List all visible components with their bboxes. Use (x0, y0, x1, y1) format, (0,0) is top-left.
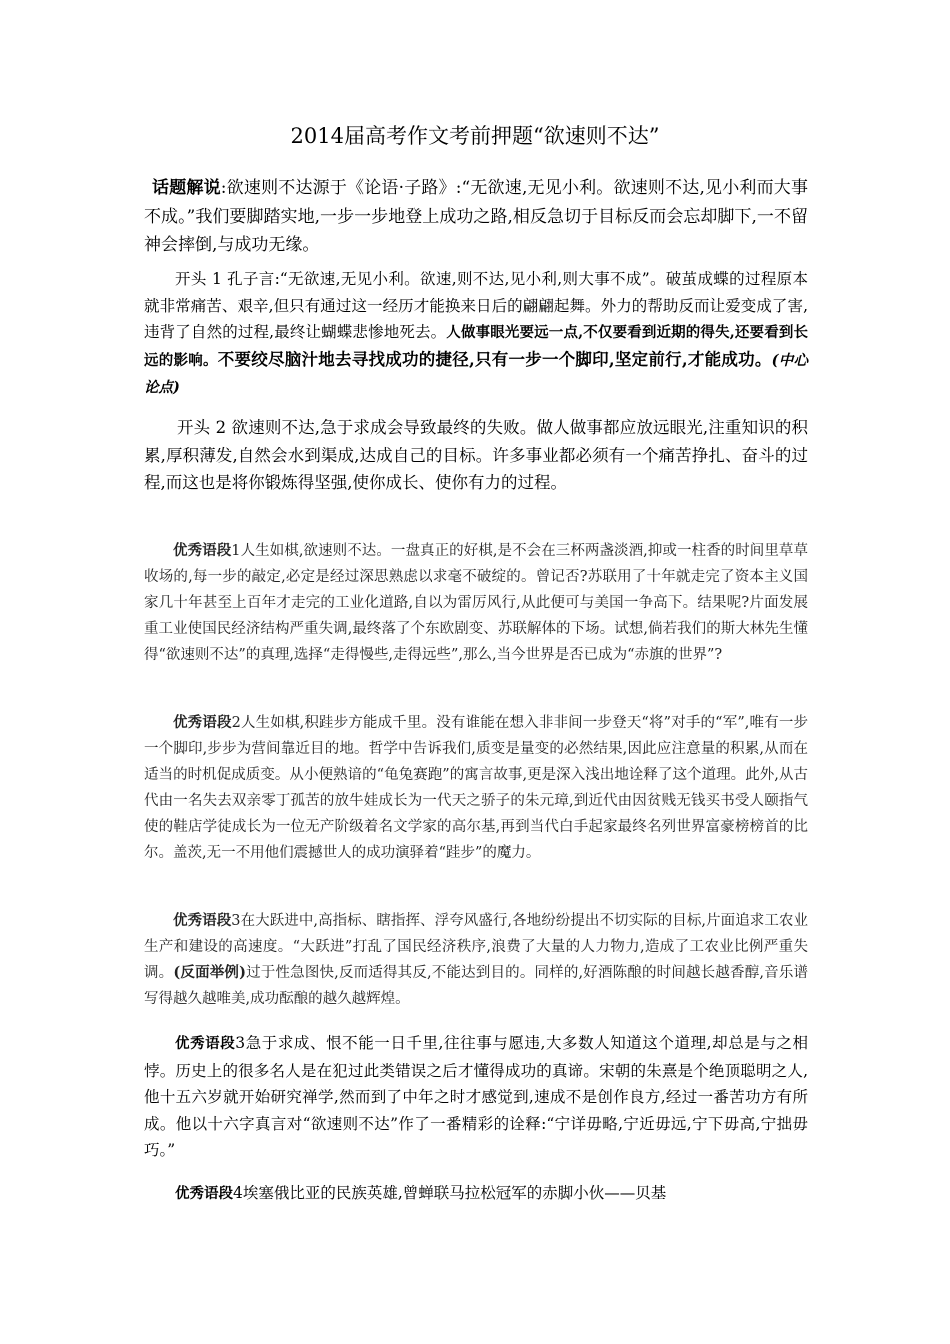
segment-4-number: 4 (233, 1184, 243, 1202)
segment-3-number: 3 (231, 913, 241, 929)
segment-3b-text: 急于求成、恨不能一日千里,往往事与愿违,大多数人知道这个道理,却总是与之相悖。历史上的很多名人是在犯过此类错误之后才懂得成功的真谛。宋朝的朱熹是个绝顶聪明之人,他十五六岁就开始研究禅学,然而到了中年之时才感觉到,速成不是创作良方,经过一番苦功方有所成。他以十六字真言对“欲速则不达”作了一番精彩的诠释:“宁详毋略,宁近毋远,宁下毋高,宁拙毋巧。” (144, 1034, 808, 1159)
opening-paragraph-1 (144, 266, 808, 402)
segment-1-number: 1 (231, 543, 241, 559)
segment-4-text: 埃塞俄比亚的民族英雄,曾蝉联马拉松冠军的赤脚小伙——贝基 (242, 1184, 667, 1202)
excellent-segment-2 (144, 710, 808, 866)
page-title: 2014届高考作文考前押题“欲速则不达” (290, 124, 660, 148)
opening-paragraph-2 (144, 414, 808, 497)
topic-explanation-label: 话题解说 (152, 178, 221, 198)
opening-1-text: 开头 1 孔子言:“无欲速,无见小利。欲速,则不达,见小利,则大事不成”。破茧成蝶的过程原本就非常痛苦、艰辛,但只有通过这一经历才能换来日后的翩翩起舞。外力的帮助反而让爱变成了害,违背了自然的过程,最终让蝴蝶悲惨地死去。 (144, 270, 808, 341)
segment-3-label: 优秀语段 (173, 912, 232, 929)
counter-example-note: (反面举例) (173, 964, 246, 981)
segment-1-text: 人生如棋,欲速则不达。一盘真正的好棋,是不会在三杯两盏淡酒,抑或一柱香的时间里草草收场的,每一步的敲定,必定是经过深思熟虑以求毫不破绽的。曾记否?苏联用了十年就走完了资本主义国家几十年甚至上百年才走完的工业化道路,自以为雷厉风行,从此便可与美国一争高下。结果呢?片面发展重工业使国民经济结构严重失调,最终落了个东欧剧变、苏联解体的下场。试想,倘若我们的斯大林先生懂得“欲速则不达”的真理,选择“走得慢些,走得远些”,那么,当今世界是否已成为“赤旗的世界”? (144, 543, 809, 663)
segment-3-text-a: 在大跃进中,高指标、瞎指挥、浮夸风盛行,各地纷纷提出不切实际的目标,片面追求工农业生产和建设的高速度。“大跃进”打乱了国民经济秩序,浪费了大量的人力物力,造成了工农业比例严重失调。 (144, 913, 809, 981)
excellent-segment-3b (144, 1030, 808, 1164)
segment-2-label: 优秀语段 (173, 714, 232, 731)
segment-3b-label: 优秀语段 (175, 1035, 236, 1052)
opening-2-text: 开头 2 欲速则不达,急于求成会导致最终的失败。做人做事都应放远眼光,注重知识的积累,厚积薄发,自然会水到渠成,达成自己的目标。许多事业都必须有一个痛苦挣扎、奋斗的过程,而这也是将你锻炼得坚强,使你成长、使你有力的过程。 (144, 418, 808, 492)
opening-1-bold-b: 不要绞尽脑汁地去寻找成功的捷径,只有一步一个脚印,坚定前行,才能成功。 (217, 349, 772, 369)
central-argument-note: (中心论点) (144, 351, 809, 396)
excellent-segment-1 (144, 538, 808, 668)
segment-3-text-b: 过于性急图快,反而适得其反,不能达到目的。同样的,好酒陈酿的时间越长越香醇,音乐谱写得越久越唯美,成功酝酿的越久越辉煌。 (144, 965, 808, 1007)
excellent-segment-4 (144, 1180, 808, 1207)
topic-explanation-text: :欲速则不达源于《论语·子路》:“无欲速,无见小利。欲速则不达,见小利而大事不成。”我们要脚踏实地,一步一步地登上成功之路,相反急切于目标反而会忘却脚下,一不留神会摔倒,与成功无缘。 (144, 178, 808, 255)
topic-explanation (144, 174, 808, 260)
segment-2-number: 2 (231, 715, 241, 731)
segment-3b-number: 3 (235, 1034, 246, 1052)
opening-1-bold-a: 人做事眼光要远一点,不仅要看到近期的得失,还要看到长远的影响。 (144, 324, 808, 369)
excellent-segment-3 (144, 908, 808, 1012)
segment-4-label: 优秀语段 (175, 1185, 233, 1202)
segment-1-label: 优秀语段 (173, 542, 232, 559)
segment-2-text: 人生如棋,积跬步方能成千里。没有谁能在想入非非间一步登天“将”对手的“军”,唯有一步一个脚印,步步为营间靠近目的地。哲学中告诉我们,质变是量变的必然结果,因此应注意量的积累,从而在适当的时机促成质变。从小便熟谙的“龟兔赛跑”的寓言故事,更是深入浅出地诠释了这个道理。此外,从古代由一名失去双亲零丁孤苦的放牛娃成长为一代天之骄子的朱元璋,到近代由因贫贱无钱买书受人颐指气使的鞋店学徒成长为一位无产阶级着名文学家的高尔基,再到当代白手起家最终名列世界富豪榜榜首的比尔。盖茨,无一不用他们震撼世人的成功演驿着“跬步”的魔力。 (144, 715, 809, 861)
